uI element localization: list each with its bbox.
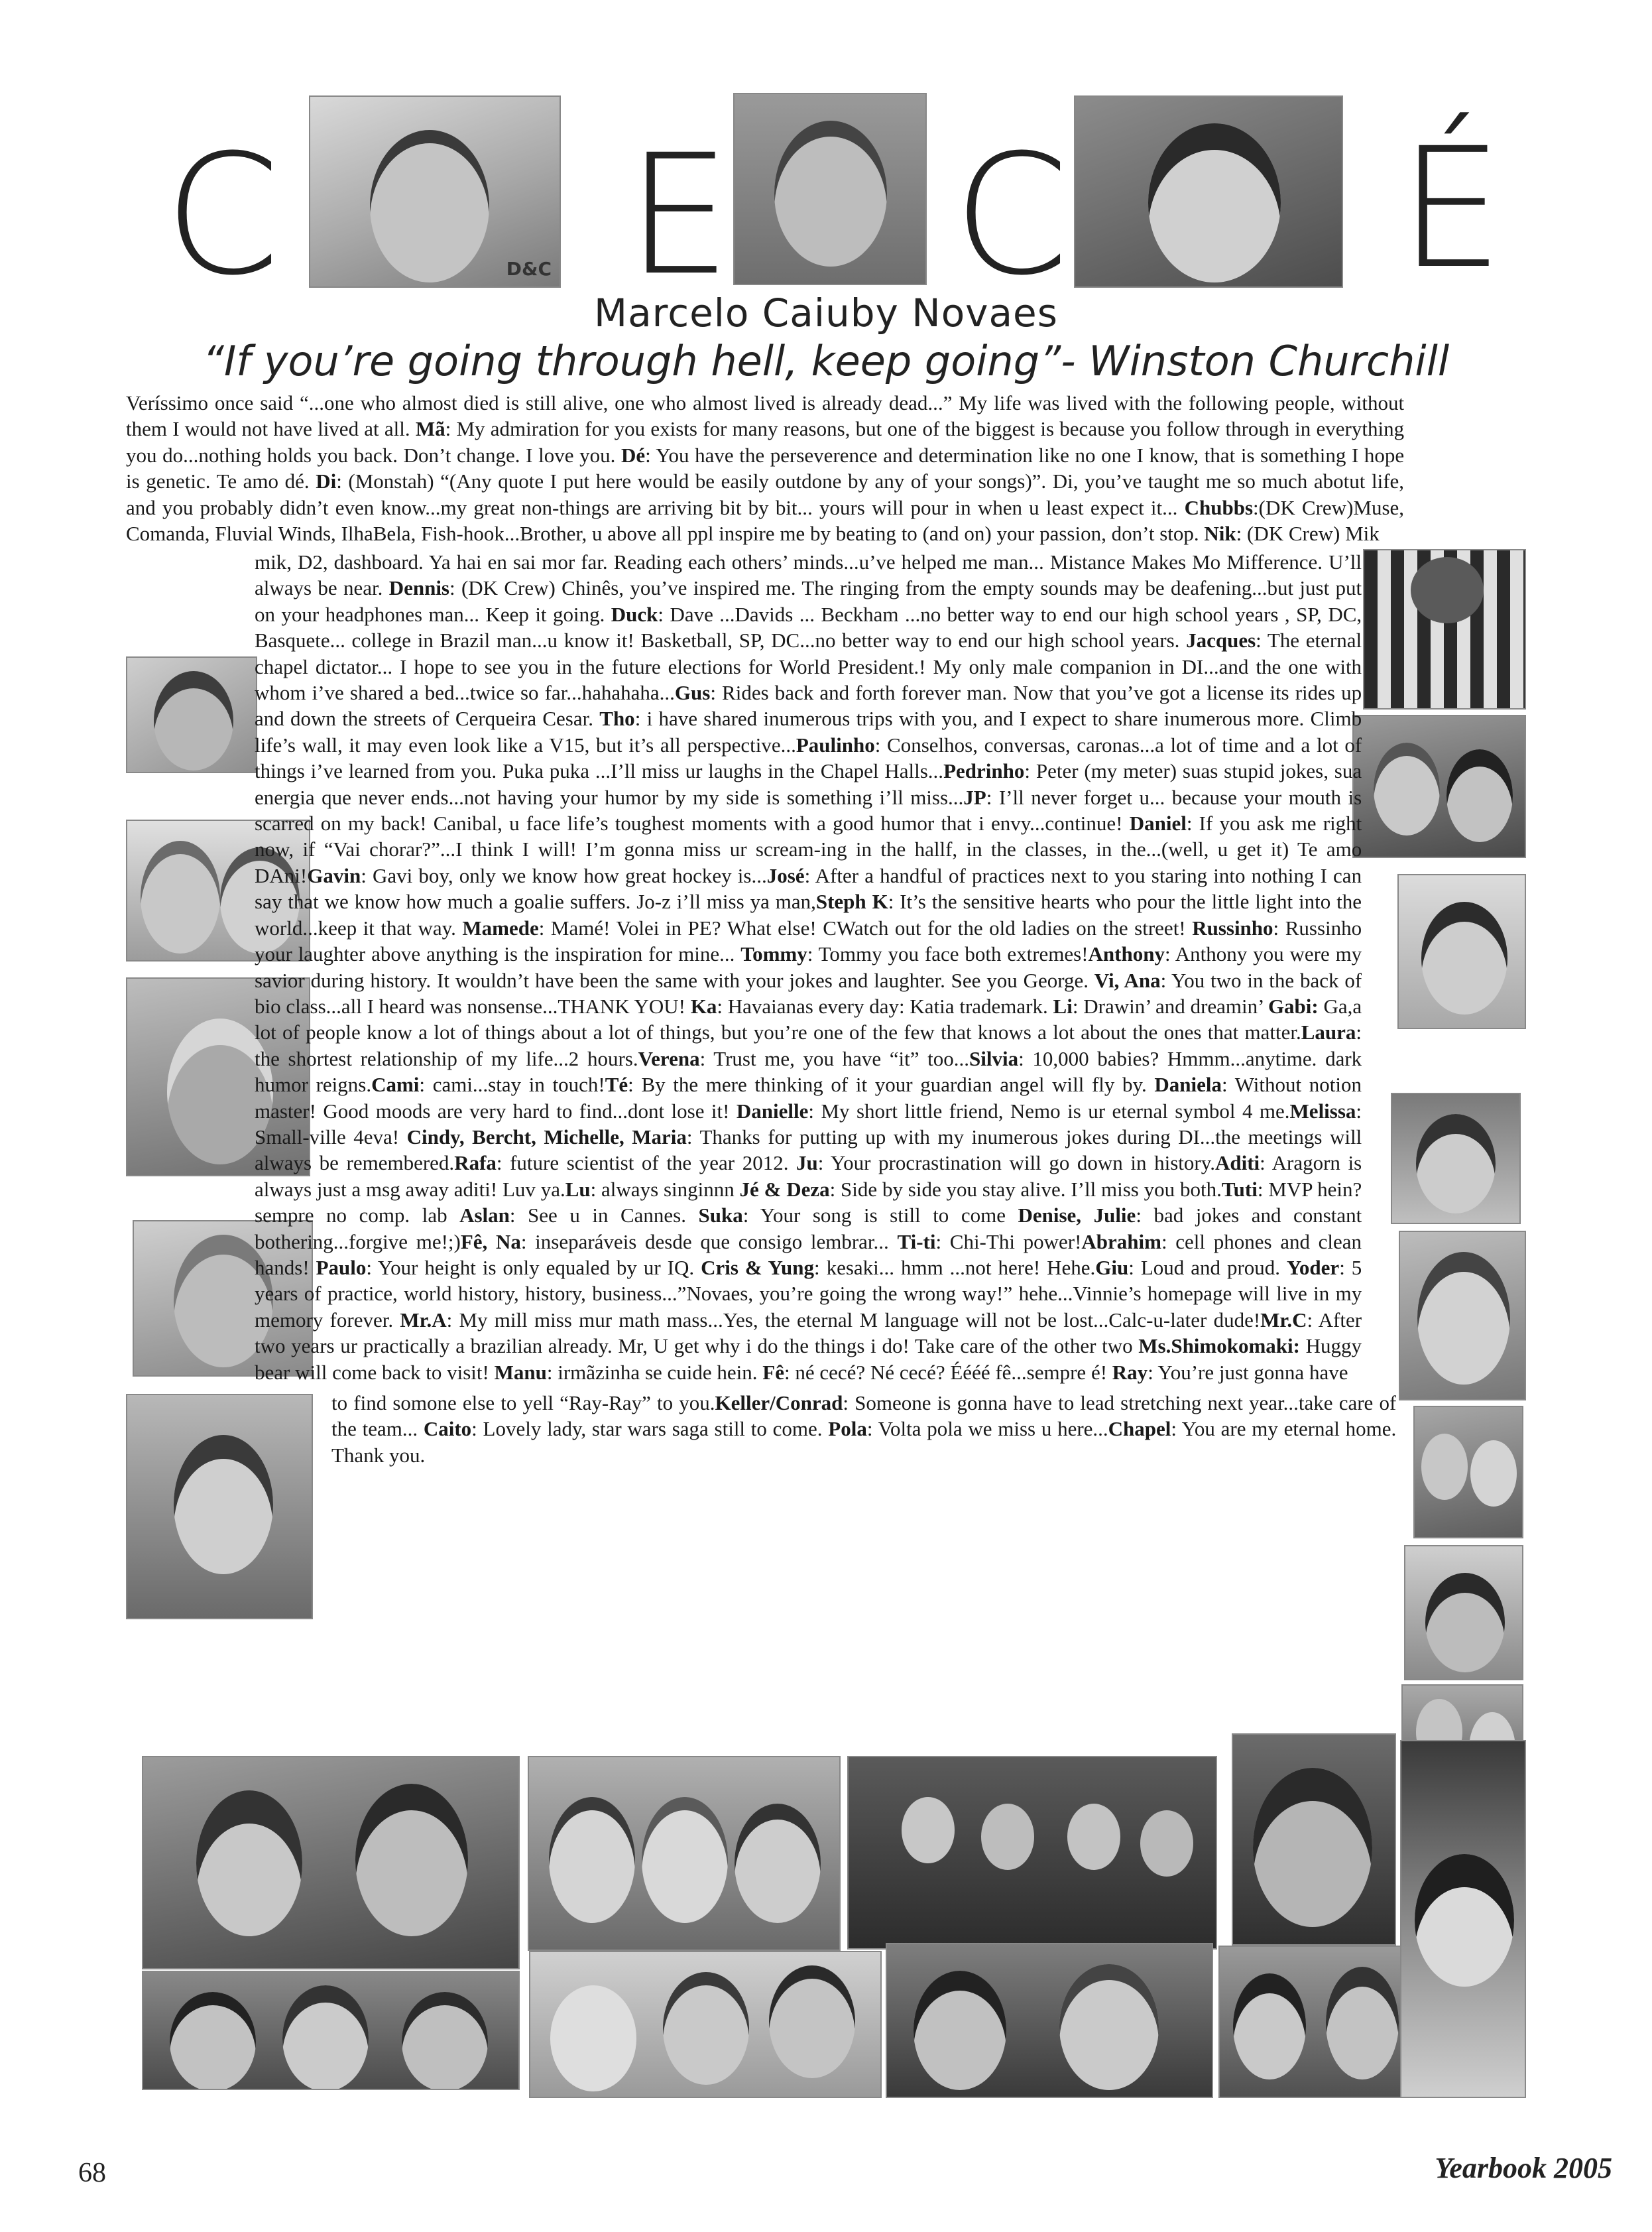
- dedication-name: [1081, 1204, 1094, 1227]
- collage-photo-4: [529, 1951, 882, 2098]
- dedication-name: Gavin: [307, 863, 361, 887]
- dedication-name: Jé: [739, 1177, 759, 1201]
- dedication-name: [759, 1178, 764, 1201]
- dedication-text-bottom: [142, 1658, 1396, 1741]
- photo-right-3: [1397, 874, 1526, 1029]
- dedication-name: Li: [1053, 994, 1073, 1018]
- dedication-name: Tho: [599, 707, 635, 731]
- collage-photo-7: [1232, 1733, 1396, 1946]
- dedication-name: K: [872, 890, 888, 914]
- dedication-name: Ray: [1112, 1360, 1148, 1384]
- header-letter-c1: C: [164, 119, 280, 312]
- dedication-name: Mã: [415, 417, 445, 441]
- collage-photo-1: [142, 1756, 520, 1969]
- dedication-name: Paulo: [316, 1255, 367, 1279]
- dedication-name: Silvia: [969, 1046, 1019, 1070]
- dedication-name: [624, 1125, 632, 1148]
- dedication-name: Anthony: [1088, 942, 1165, 966]
- dedication-name: Dennis: [388, 576, 449, 600]
- dedication-name: [1119, 969, 1124, 992]
- dedication-name: Melissa: [1289, 1099, 1356, 1123]
- header-photo-3: [1074, 95, 1343, 288]
- dedication-name: Aslan: [459, 1204, 510, 1227]
- photo-right-1: [1363, 549, 1526, 710]
- dedication-text-middle: mik, D2, dashboard. Ya hai en sai mor far. Reading each others’ minds...u’ve helped me man... Mistance Makes Mo Mifference. U’ll always be near. Dennis: (DK Crew) Chinês, you’ve inspired me. The ringing from the empty sounds may be deafening...but just put on your headphones man... Keep it going. Duck: Dave ...Davids ... Beckham ...no better way to end our high school years , SP, DC, Basquete... college in Brazil man...u know it! Basketball, SP, DC...no better way to end our high school years. Jacques: The eternal chapel dictator... I hope to see you in the future elections for World President.! My only male companion in DI...and the one with whom i’ve shared a bed...twice so far...hahahaha...Gus: Rides back and forth forever man. Now that you’ve got a license its rides up and down the streets of Cerqueira Cesar. Tho: i have shared inumerous trips with you, and I expect to share inumerous more. Climb life’s wall, it may even look like a V15, but it’s all perspective...Paulinho: Conselhos, conversas, caronas...a lot of time and a lot of things i’ve learned from you. Puka puka ...I’ll miss ur laughs in the Chapel Halls...Pedrinho: Peter (my meter) suas stupid jokes, sua energia que never ends...not having your humor by my side is something i’ll miss...JP: I’ll never forget u... because your mouth is scarred on my back! Canibal, u face life’s toughest moments with a good humor that i envy...continue! Daniel: If you ask me right now, if “Vai chorar?”...I think I will! I’m gonna miss ur scream-ing in the hallf, in the classes, in the...(well, u get it) Te amo DAni!Gavin: Gavi boy, only we know how great hockey is...José: After a handful of practices next to you staring into nothing I can say that we know how much a goalie suffers. Jo-z i’ll miss ya man,Steph K: It’s the sensitive hearts who pour the little light into the world...keep it that way. Mamede: Mamé! Volei in PE? What else! CWatch out for the old ladies on the street! Russinho: Russinho your laughter above anything is the inspiration for mine... Tommy: Tommy you face both extremes!Anthony: Anthony you were my savior during history. It wouldn’t have been the same with your jokes and laughter. See you George. Vi, Ana: You two in the back of bio class...all I heard was nonsense...THANK YOU! Ka: Havaianas every day: Katia trademark. Li: Drawin’ and dreamin’ Gabi: Ga,a lot of people know a lot of things about a lot of things, but you’re one of the few that knows a lot about the ones that matter.Laura: the shortest relationship of my life...2 hours.Verena: Trust me, you have “it” too...Silvia: 10,000 babies? Hmmm...anytime. dark humor reigns.Cami: cami...stay in touch!Té: By the mere thinking of it your guardian angel will fly by. Daniela: Without notion master! Good moods are very hard to find...dont lose it! Danielle: My short little friend, Nemo is ur eternal symbol 4 me.Melissa: Small-ville 4eva! Cindy, Bercht, Michelle, Maria: Thanks for putting up with my inumerous jokes during DI...the meetings will always be remembered.Rafa: future scientist of the year 2012. Ju: Your procrastination will go down in history.Aditi: Aragorn is always just a msg away aditi! Luv ya.Lu: always singinnn Jé & Deza: Side by side you stay alive. I’ll miss you both.Tuti: MVP hein? sempre no comp. lab Aslan: See u in Cannes. Suka: Your song is still to come Denise, Julie: bad jokes and constant bothering...forgive me!;)Fê, Na: inseparáveis desde que consigo lembrar... Ti-ti: Chi-Thi power!Abrahim: cell phones and clean hands! Paulo: Your height is only equaled by ur IQ. Cris & Yung: kesaki... hmm ...not here! Hehe.Giu: Loud and proud. Yoder: 5 years of practice, world history, history, business...”Novaes, you’re going the wrong way!” hehe...Vinnie’s homepage will live in my memory forever. Mr.A: My mill miss mur math mass...Yes, the eternal M language will not be lost...Calc-u-later dude!Mr.C: After two years ur practically a brazilian already. Mr, U get why i do the things i do! Take care of the other two Ms.Shimokomaki: Huggy bear will come back to visit! Manu: irmãzinha se cuide hein. Fê: né cecé? Né cecé? Éééé fê...sempre é! Ray: You’re just gonna have: [255, 550, 1362, 1384]
- dedication-name: Paulinho: [796, 733, 875, 757]
- dedication-name: Cindy,: [406, 1125, 465, 1148]
- dedication-name: Lu: [565, 1177, 591, 1201]
- dedication-name: Manu: [494, 1360, 547, 1384]
- dedication-name: JP: [963, 785, 986, 809]
- senior-quote: “If you’re going through hell, keep going”- Winston Churchill: [202, 337, 1450, 385]
- dedication-name: Gus: [674, 681, 711, 705]
- dedication-name: Tuti: [1221, 1177, 1258, 1201]
- photo-left-5: [126, 1394, 313, 1619]
- dedication-name: Duck: [611, 602, 658, 626]
- dedication-name: Tommy: [740, 942, 807, 966]
- dedication-name: Daniel: [1129, 812, 1187, 836]
- dedication-name: Jacques: [1186, 629, 1256, 652]
- photo-right-6: [1413, 1406, 1523, 1538]
- dedication-name: Pola: [828, 1417, 867, 1441]
- dedication-name: [465, 1125, 473, 1148]
- dedication-name: &: [764, 1177, 782, 1201]
- dedication-name: Dé: [620, 443, 646, 467]
- dedication-name: Mr.A: [400, 1308, 447, 1332]
- photo-right-2: [1352, 715, 1526, 858]
- dedication-name: [866, 890, 872, 913]
- dedication-name: José: [766, 863, 805, 887]
- dedication-name: Té: [605, 1073, 628, 1097]
- collage-photo-2: [142, 1971, 520, 2090]
- photo-right-5: [1399, 1231, 1526, 1400]
- header-photo-1: [309, 95, 561, 288]
- dedication-name: Laura: [1301, 1021, 1356, 1044]
- dedication-name: Ti-ti: [897, 1229, 936, 1253]
- dedication-name: Abrahim: [1081, 1229, 1161, 1253]
- dedication-text-lower: to find somone else to yell “Ray-Ray” to you.Keller/Conrad: Someone is gonna have to lead stretching next year...take care of the team... Caito: Lovely lady, star wars saga still to come. Pola: Volta pola we miss u here...Chapel: You are my eternal home. Thank you.: [331, 1391, 1396, 1467]
- dedication-name: Chubbs: [1184, 495, 1254, 519]
- dedication-name: Na: [495, 1229, 521, 1253]
- collage-photo-9: [1400, 1740, 1526, 2098]
- dedication-name: Danielle: [736, 1099, 809, 1123]
- collage-photo-8: [1218, 1946, 1415, 2098]
- dedication-name: Yoder: [1286, 1255, 1340, 1279]
- dedication-name: Gabi:: [1268, 994, 1319, 1018]
- dedication-name: Daniela: [1154, 1073, 1222, 1097]
- header-photo-2: [733, 93, 927, 285]
- dedication-name: Ka: [690, 994, 717, 1018]
- dedication-name: Pedrinho: [943, 759, 1025, 783]
- dedication-name: Russinho: [1192, 916, 1273, 940]
- page-number: 68: [78, 2158, 106, 2188]
- dedication-name: Ms.Shimokomaki:: [1138, 1334, 1300, 1358]
- collage-photo-6: [886, 1943, 1213, 2098]
- dedication-name: Fê,: [460, 1229, 488, 1253]
- dedication-name: [536, 1125, 544, 1148]
- dedication-name: Denise,: [1018, 1204, 1082, 1227]
- dedication-name: Caito: [423, 1417, 472, 1441]
- photo-right-7: [1404, 1545, 1523, 1680]
- dedication-name: Aditi: [1214, 1151, 1260, 1175]
- dedication-name: Fê: [762, 1360, 784, 1384]
- photo-caption: D&C: [506, 258, 552, 280]
- dedication-name: Ana: [1124, 968, 1161, 992]
- collage-photo-5: [847, 1756, 1217, 1950]
- student-name: Marcelo Caiuby Novaes: [594, 290, 1058, 336]
- header-letter-e: E: [626, 119, 731, 312]
- dedication-name: Michelle,: [544, 1125, 624, 1148]
- dedication-name: [487, 1230, 496, 1253]
- collage-photo-3: [528, 1756, 841, 1951]
- dedication-name: Di: [316, 469, 337, 493]
- dedication-name: Cami: [371, 1073, 420, 1097]
- dedication-name: Chapel: [1108, 1417, 1171, 1441]
- dedication-name: [738, 1256, 745, 1279]
- dedication-name: Vi,: [1094, 968, 1120, 992]
- dedication-name: Maria: [632, 1125, 687, 1148]
- dedication-name: Steph: [815, 890, 866, 914]
- dedication-name: Rafa: [454, 1151, 497, 1175]
- dedication-name: Nik: [1204, 522, 1236, 546]
- dedication-name: Yung: [768, 1255, 814, 1279]
- publication-title: Yearbook 2005: [1435, 2152, 1612, 2184]
- photo-left-1: [126, 656, 257, 773]
- dedication-name: Deza: [786, 1177, 830, 1201]
- dedication-name: Bercht,: [472, 1125, 536, 1148]
- dedication-name: Suka: [698, 1204, 743, 1227]
- dedication-name: Ju: [796, 1151, 818, 1175]
- dedication-name: Julie: [1093, 1204, 1136, 1227]
- dedication-name: Keller/Conrad: [715, 1391, 843, 1414]
- dedication-text-top: Veríssimo once said “...one who almost died is still alive, one who almost lived is already dead...” My life was lived with the following people, without them I would not have lived at all. Mã: My admiration for you exists for many reasons, but one of the biggest is because you follow through in everything you do...nothing holds you back. Don’t change. I love you. Dé: You have the perseverence and determination like no one I know, that is something I hope is genetic. Te amo dé. Di: (Monstah) “(Any quote I put here would be easily outdone by any of your songs)”. Di, you’ve taught me so much abotut life, and you probably didn’t even know...my great non-things are arriving bit by bit... yours will pour in when u least expect it... Chubbs:(DK Crew)Muse, Comanda, Fluvial Winds, IlhaBela, Fish-hook...Brother, u above all ppl inspire me by beating to (and on) your passion, don’t stop. Nik: (DK Crew) Mik: [126, 391, 1404, 546]
- dedication-name: Giu: [1095, 1255, 1129, 1279]
- dedication-name: Cris: [701, 1255, 738, 1279]
- dedication-name: Mr.C: [1260, 1308, 1307, 1332]
- header-letter-c2: C: [953, 119, 1069, 312]
- dedication-name: Mamede: [462, 916, 539, 940]
- header-letter-e-acute: É: [1399, 112, 1504, 305]
- photo-right-4: [1391, 1093, 1521, 1224]
- dedication-name: Verena: [638, 1046, 700, 1070]
- dedication-name: &: [744, 1255, 762, 1279]
